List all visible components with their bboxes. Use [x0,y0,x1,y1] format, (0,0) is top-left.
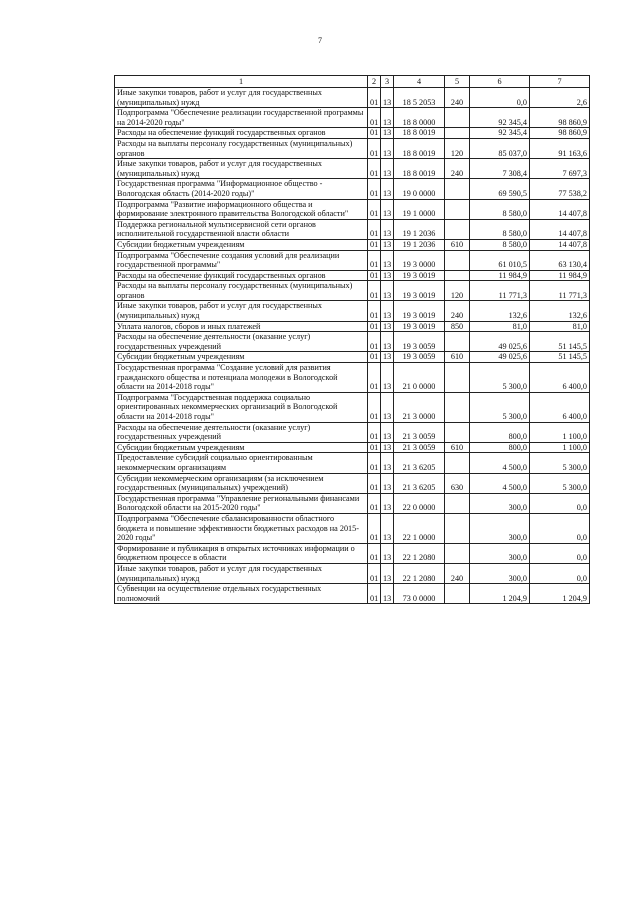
subsection-code: 13 [381,392,394,422]
section-code: 01 [368,138,381,158]
table-row [115,453,590,473]
target-article-code: 19 3 0059 [394,352,445,363]
expense-type-code [445,128,470,139]
amount-2017: 6 400,0 [530,363,590,393]
table-row [115,239,590,250]
amount-2017: 5 300,0 [530,473,590,493]
section-code: 01 [368,281,381,301]
section-code: 01 [368,513,381,543]
row-name: Субвенции на осуществление отдельных государственных полномочий [115,584,368,604]
amount-2016: 61 010,5 [470,250,530,270]
target-article-code: 19 0 0000 [394,179,445,199]
target-article-code: 19 1 2036 [394,239,445,250]
row-name: Поддержка региональной мультисервисной сети органов исполнительной государственной власти области [115,219,368,239]
row-name: Иные закупки товаров, работ и услуг для государственных (муниципальных) нужд [115,88,368,108]
table-row [115,422,590,442]
table-row [115,199,590,219]
target-article-code: 18 8 0000 [394,108,445,128]
subsection-code: 13 [381,219,394,239]
amount-2017: 7 697,3 [530,159,590,179]
section-code: 01 [368,442,381,453]
amount-2017: 11 984,9 [530,270,590,281]
subsection-code: 13 [381,239,394,250]
header-cell: 5 [445,76,470,88]
amount-2016: 11 771,3 [470,281,530,301]
row-name: Государственная программа "Информационное общество - Вологодская область (2014-2020 годы)" [115,179,368,199]
amount-2016: 1 204,9 [470,584,530,604]
expense-type-code: 610 [445,442,470,453]
page-number: 7 [318,36,322,45]
target-article-code: 22 0 0000 [394,493,445,513]
expense-type-code: 240 [445,159,470,179]
expense-type-code [445,199,470,219]
table-row [115,363,590,393]
amount-2017: 132,6 [530,301,590,321]
target-article-code: 19 3 0019 [394,281,445,301]
table-row [115,442,590,453]
amount-2016: 92 345,4 [470,108,530,128]
subsection-code: 13 [381,108,394,128]
table-row [115,159,590,179]
section-code: 01 [368,199,381,219]
target-article-code: 21 3 0059 [394,422,445,442]
amount-2016: 92 345,4 [470,128,530,139]
target-article-code: 21 3 6205 [394,473,445,493]
subsection-code: 13 [381,352,394,363]
row-name: Расходы на выплаты персоналу государственных (муниципальных) органов [115,138,368,158]
expense-type-code: 630 [445,473,470,493]
budget-table [114,75,590,604]
target-article-code: 21 3 6205 [394,453,445,473]
section-code: 01 [368,543,381,563]
target-article-code: 21 3 0000 [394,392,445,422]
amount-2016: 0,0 [470,88,530,108]
amount-2017: 1 204,9 [530,584,590,604]
amount-2016: 8 580,0 [470,219,530,239]
row-name: Подпрограмма "Обеспечение создания условий для реализации государственной программы" [115,250,368,270]
section-code: 01 [368,179,381,199]
section-code: 01 [368,239,381,250]
expense-type-code [445,108,470,128]
section-code: 01 [368,422,381,442]
subsection-code: 13 [381,363,394,393]
amount-2017: 51 145,5 [530,332,590,352]
amount-2017: 0,0 [530,493,590,513]
row-name: Иные закупки товаров, работ и услуг для государственных (муниципальных) нужд [115,563,368,583]
table-row [115,219,590,239]
row-name: Иные закупки товаров, работ и услуг для государственных (муниципальных) нужд [115,159,368,179]
target-article-code: 18 8 0019 [394,138,445,158]
amount-2016: 11 984,9 [470,270,530,281]
amount-2017: 14 407,8 [530,199,590,219]
section-code: 01 [368,250,381,270]
amount-2016: 81,0 [470,321,530,332]
amount-2017: 91 163,6 [530,138,590,158]
subsection-code: 13 [381,332,394,352]
table-row [115,88,590,108]
row-name: Уплата налогов, сборов и иных платежей [115,321,368,332]
amount-2017: 6 400,0 [530,392,590,422]
table-row [115,321,590,332]
expense-type-code: 610 [445,239,470,250]
amount-2017: 1 100,0 [530,422,590,442]
target-article-code: 19 3 0019 [394,321,445,332]
expense-type-code [445,250,470,270]
subsection-code: 13 [381,270,394,281]
expense-type-code: 240 [445,301,470,321]
expense-type-code [445,493,470,513]
target-article-code: 21 3 0059 [394,442,445,453]
target-article-code: 19 1 2036 [394,219,445,239]
header-cell: 6 [470,76,530,88]
row-name: Субсидии бюджетным учреждениям [115,239,368,250]
subsection-code: 13 [381,199,394,219]
amount-2016: 300,0 [470,543,530,563]
subsection-code: 13 [381,159,394,179]
amount-2016: 8 580,0 [470,239,530,250]
subsection-code: 13 [381,473,394,493]
expense-type-code [445,543,470,563]
section-code: 01 [368,108,381,128]
subsection-code: 13 [381,250,394,270]
amount-2016: 69 590,5 [470,179,530,199]
amount-2017: 98 860,9 [530,108,590,128]
table-row [115,352,590,363]
table-row [115,128,590,139]
subsection-code: 13 [381,422,394,442]
subsection-code: 13 [381,543,394,563]
row-name: Предоставление субсидий социально ориентированным некоммерческим организациям [115,453,368,473]
amount-2017: 63 130,4 [530,250,590,270]
section-code: 01 [368,473,381,493]
section-code: 01 [368,332,381,352]
section-code: 01 [368,352,381,363]
amount-2016: 5 300,0 [470,363,530,393]
subsection-code: 13 [381,281,394,301]
section-code: 01 [368,563,381,583]
table-row [115,138,590,158]
expense-type-code [445,219,470,239]
target-article-code: 19 3 0000 [394,250,445,270]
row-name: Иные закупки товаров, работ и услуг для государственных (муниципальных) нужд [115,301,368,321]
expense-type-code: 120 [445,138,470,158]
amount-2016: 49 025,6 [470,352,530,363]
header-cell: 1 [115,76,368,88]
table-row [115,332,590,352]
subsection-code: 13 [381,138,394,158]
amount-2017: 0,0 [530,543,590,563]
table-row [115,270,590,281]
amount-2016: 8 580,0 [470,199,530,219]
expense-type-code: 120 [445,281,470,301]
subsection-code: 13 [381,128,394,139]
amount-2017: 98 860,9 [530,128,590,139]
table-row [115,584,590,604]
row-name: Субсидии некоммерческим организациям (за исключением государственных (муниципальных) учреждений) [115,473,368,493]
table-row [115,473,590,493]
section-code: 01 [368,493,381,513]
expense-type-code: 240 [445,563,470,583]
subsection-code: 13 [381,563,394,583]
row-name: Подпрограмма "Обеспечение сбалансированности областного бюджета и повышение эффективности бюджетных расходов на 2015-2020 годы" [115,513,368,543]
table-row [115,108,590,128]
row-name: Расходы на обеспечение функций государственных органов [115,128,368,139]
section-code: 01 [368,392,381,422]
header-cell: 3 [381,76,394,88]
row-name: Расходы на обеспечение деятельности (оказание услуг) государственных учреждений [115,422,368,442]
amount-2016: 132,6 [470,301,530,321]
amount-2017: 77 538,2 [530,179,590,199]
amount-2017: 0,0 [530,563,590,583]
target-article-code: 73 0 0000 [394,584,445,604]
target-article-code: 22 1 0000 [394,513,445,543]
amount-2016: 7 308,4 [470,159,530,179]
amount-2016: 800,0 [470,442,530,453]
amount-2017: 0,0 [530,513,590,543]
table-row [115,513,590,543]
header-cell: 7 [530,76,590,88]
row-name: Государственная программа "Управление региональными финансами Вологодской области на 2015-2020 годы" [115,493,368,513]
row-name: Формирование и публикация в открытых источниках информации о бюджетном процессе в области [115,543,368,563]
amount-2017: 81,0 [530,321,590,332]
section-code: 01 [368,584,381,604]
amount-2017: 2,6 [530,88,590,108]
table-row [115,563,590,583]
row-name: Субсидии бюджетным учреждениям [115,352,368,363]
subsection-code: 13 [381,301,394,321]
subsection-code: 13 [381,321,394,332]
target-article-code: 19 3 0019 [394,301,445,321]
table-row [115,250,590,270]
section-code: 01 [368,219,381,239]
expense-type-code [445,270,470,281]
target-article-code: 22 1 2080 [394,543,445,563]
expense-type-code [445,332,470,352]
amount-2016: 800,0 [470,422,530,442]
amount-2016: 300,0 [470,563,530,583]
target-article-code: 18 8 0019 [394,159,445,179]
row-name: Подпрограмма "Развитие информационного общества и формирование электронного правительства Вологодской области" [115,199,368,219]
amount-2016: 85 037,0 [470,138,530,158]
section-code: 01 [368,321,381,332]
row-name: Государственная программа "Создание условий для развития гражданского общества и потенциала молодежи в Вологодской области на 2014-2018 годы" [115,363,368,393]
subsection-code: 13 [381,88,394,108]
section-code: 01 [368,363,381,393]
amount-2017: 11 771,3 [530,281,590,301]
section-code: 01 [368,301,381,321]
row-name: Субсидии бюджетным учреждениям [115,442,368,453]
expense-type-code: 240 [445,88,470,108]
header-cell: 2 [368,76,381,88]
row-name: Подпрограмма "Государственная поддержка социально ориентированных некоммерческих организаций в Вологодской области на 2014-2018 годы" [115,392,368,422]
amount-2016: 49 025,6 [470,332,530,352]
section-code: 01 [368,128,381,139]
subsection-code: 13 [381,453,394,473]
section-code: 01 [368,453,381,473]
target-article-code: 19 1 0000 [394,199,445,219]
expense-type-code: 850 [445,321,470,332]
section-code: 01 [368,270,381,281]
row-name: Расходы на выплаты персоналу государственных (муниципальных) органов [115,281,368,301]
expense-type-code [445,363,470,393]
subsection-code: 13 [381,493,394,513]
table-row [115,281,590,301]
expense-type-code [445,392,470,422]
row-name: Расходы на обеспечение функций государственных органов [115,270,368,281]
target-article-code: 22 1 2080 [394,563,445,583]
section-code: 01 [368,88,381,108]
expense-type-code [445,453,470,473]
amount-2016: 4 500,0 [470,473,530,493]
target-article-code: 19 3 0019 [394,270,445,281]
expense-type-code [445,179,470,199]
subsection-code: 13 [381,442,394,453]
subsection-code: 13 [381,179,394,199]
expense-type-code [445,422,470,442]
header-cell: 4 [394,76,445,88]
expense-type-code: 610 [445,352,470,363]
table-row [115,392,590,422]
header-row [115,76,590,88]
table-row [115,493,590,513]
table-row [115,543,590,563]
amount-2016: 4 500,0 [470,453,530,473]
subsection-code: 13 [381,513,394,543]
target-article-code: 21 0 0000 [394,363,445,393]
target-article-code: 18 8 0019 [394,128,445,139]
amount-2017: 14 407,8 [530,239,590,250]
row-name: Расходы на обеспечение деятельности (оказание услуг) государственных учреждений [115,332,368,352]
target-article-code: 18 5 2053 [394,88,445,108]
amount-2017: 14 407,8 [530,219,590,239]
expense-type-code [445,513,470,543]
section-code: 01 [368,159,381,179]
subsection-code: 13 [381,584,394,604]
table-row [115,179,590,199]
amount-2016: 300,0 [470,513,530,543]
amount-2016: 300,0 [470,493,530,513]
table-row [115,301,590,321]
amount-2016: 5 300,0 [470,392,530,422]
target-article-code: 19 3 0059 [394,332,445,352]
amount-2017: 1 100,0 [530,442,590,453]
amount-2017: 5 300,0 [530,453,590,473]
amount-2017: 51 145,5 [530,352,590,363]
row-name: Подпрограмма "Обеспечение реализации государственной программы на 2014-2020 годы" [115,108,368,128]
expense-type-code [445,584,470,604]
